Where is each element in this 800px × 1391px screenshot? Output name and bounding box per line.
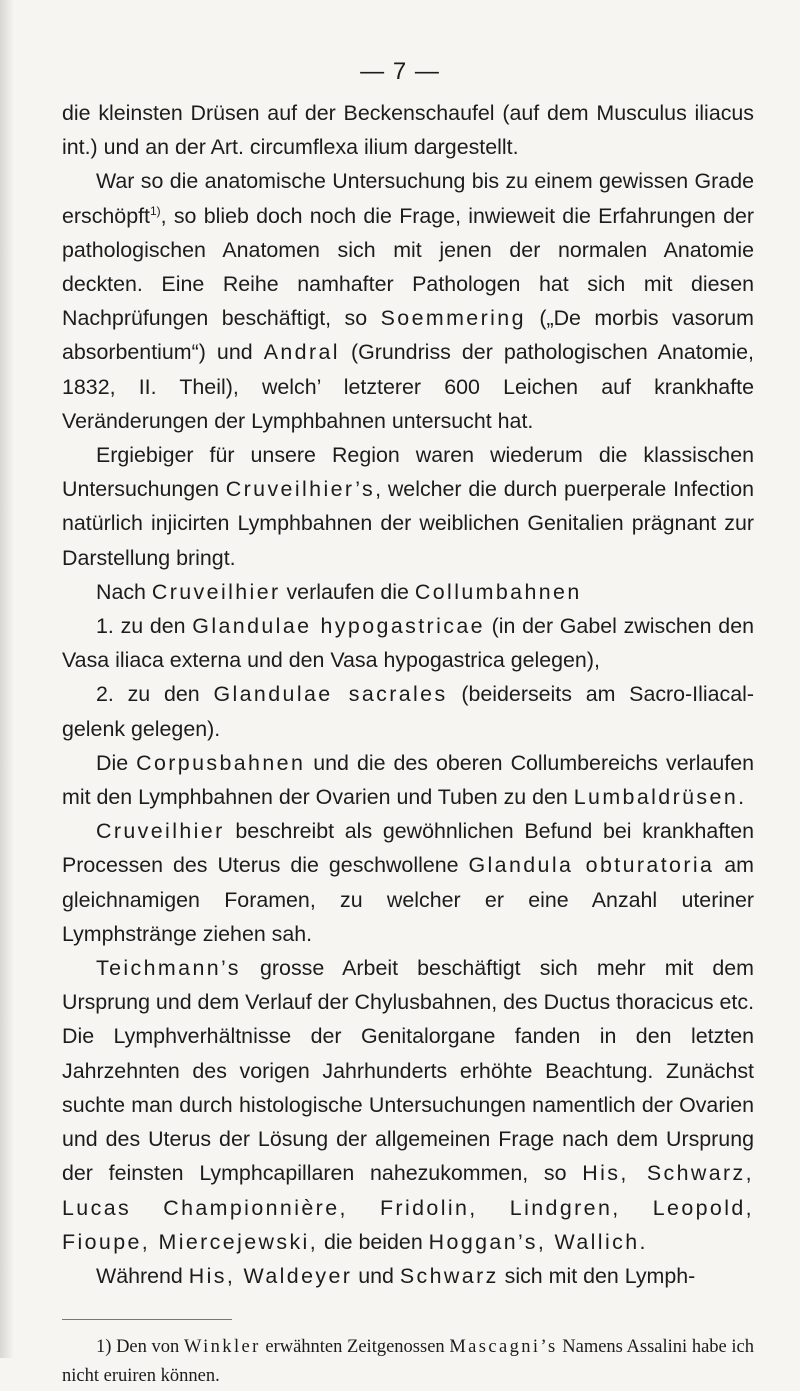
footnote	[62, 1333, 754, 1391]
spaced-name: His, Schwarz, Lucas Championnière, Fridolin, Lindgren, Leopold, Fioupe, Miercejewski,	[62, 1161, 754, 1254]
text-run: sich mit den Lymph-	[498, 1263, 696, 1288]
footnote-rule	[62, 1319, 232, 1320]
text-run: Die	[96, 750, 137, 775]
text-run: War so die anatomische Untersuchung bis zu einem gewissen Grade erschöpft	[62, 169, 754, 228]
spaced-name: Glandulae hypogastricae	[192, 614, 485, 639]
spaced-name: His, Waldeyer	[188, 1263, 353, 1288]
spaced-name: Schwarz	[399, 1263, 499, 1288]
text-run: Namens Assalini habe ich nicht eruiren können.	[62, 1337, 755, 1386]
text-run: , welcher die durch puerperale Infection natürlich injicirten Lymphbahnen der weiblichen Genitalien prägnant zur Darstellung bringt.	[62, 477, 754, 570]
text-run: Nach	[96, 579, 152, 604]
spaced-name: Andral	[263, 340, 340, 365]
paragraph	[62, 746, 754, 814]
text-run: verlaufen die	[280, 579, 415, 604]
spaced-name: Glandulae sacrales	[213, 682, 448, 707]
footnote-text	[62, 1333, 754, 1391]
spaced-name: Cruveilhier	[151, 579, 281, 604]
text-run: 2. zu den	[96, 682, 214, 707]
paragraph	[62, 609, 754, 677]
text-run: (Grundriss der pathologischen Anatomie, 1832, II. Theil), welch’ letzterer 600 Leichen auf krankhafte Veränderungen der Lymphbahnen untersucht hat.	[62, 340, 754, 433]
text-run: die kleinsten Drüsen auf der Beckenschaufel (auf dem Musculus iliacus int.) und an der Art. circumflexa ilium dargestellt.	[62, 101, 754, 160]
text-run: beschreibt als gewöhnlichen Befund bei krankhaften Processen des Uterus die geschwollene	[62, 819, 754, 878]
text-run: Während	[96, 1263, 189, 1288]
spaced-name: Soemmering	[380, 306, 526, 331]
paragraph	[62, 575, 754, 609]
paragraph	[62, 1259, 754, 1293]
text-run: und die des oberen Collumbereichs verlaufen mit den Lymphbahnen der Ovarien und Tuben zu den	[62, 750, 754, 810]
text-run: .	[738, 785, 745, 810]
paragraph	[62, 677, 754, 745]
text-run: („De morbis vasorum absorbentium“) und	[62, 306, 754, 365]
footnote-marker: 1)	[150, 203, 161, 218]
text-run: Ergiebiger für unsere Region waren wiederum die klassischen Untersuchungen	[62, 443, 754, 502]
spaced-name: Teichmann’s	[96, 956, 241, 981]
page-number: — 7 —	[360, 58, 440, 85]
spaced-name: Lumbaldrüsen	[573, 785, 739, 810]
text-run: (in der Gabel zwischen den Vasa iliaca externa und den Vasa hypogastrica gelegen),	[62, 614, 754, 673]
paragraph	[62, 814, 754, 951]
page-edge-shadow	[0, 0, 14, 1358]
text-run: , so blieb doch noch die Frage, inwieweit die Erfahrungen der pathologischen Anatomen sich mit jenen der normalen Anatomie deckten. Eine Reihe namhafter Pathologen hat sich mit diesen Nachprüfungen beschäftigt, so	[62, 203, 754, 331]
paragraph	[62, 438, 754, 575]
spaced-name: Cruveilhier’s	[225, 477, 376, 502]
text-run: am gleichnamigen Foramen, zu welcher er eine Anzahl uteriner Lymphstränge ziehen sah.	[62, 853, 754, 946]
text-run: die beiden	[318, 1229, 429, 1254]
spaced-name: Cruveilhier	[96, 819, 225, 844]
paragraph	[62, 164, 754, 438]
spaced-name: Winkler	[183, 1337, 261, 1357]
text-run: grosse Arbeit beschäftigt sich mehr mit dem Ursprung und dem Verlauf der Chylusbahnen, des Ductus thoracicus etc. Die Lymphverhältnisse der Genitalorgane fanden in den letzten Jahrzehnten des vorigen Jahrhunderts erhöhte Beachtung. Zunächst suchte man durch histologische Untersuchungen namentlich der Ovarien und des Uterus der Lösung der allgemeinen Frage nach dem Ursprung der feinsten Lymphcapillaren nahezukommen, so	[62, 956, 755, 1186]
text-run: 1. zu den	[96, 614, 193, 639]
spaced-name: Mascagni’s	[449, 1337, 558, 1357]
spaced-name: Hoggan’s, Wallich	[428, 1229, 640, 1254]
text-run: erwähnten Zeitgenossen	[260, 1337, 450, 1357]
paragraph	[62, 951, 754, 1259]
body-text	[62, 96, 754, 1293]
paragraph	[62, 96, 754, 164]
text-run: .	[639, 1229, 646, 1254]
text-run: und	[352, 1263, 400, 1288]
spaced-name: Collumbahnen	[414, 579, 582, 604]
text-run: (beiderseits am Sacro-Iliacalgelenk gelegen).	[62, 682, 754, 741]
text-run: 1) Den von	[96, 1337, 184, 1357]
spaced-name: Glandula obturatoria	[468, 853, 715, 878]
spaced-name: Corpusbahnen	[136, 750, 306, 775]
